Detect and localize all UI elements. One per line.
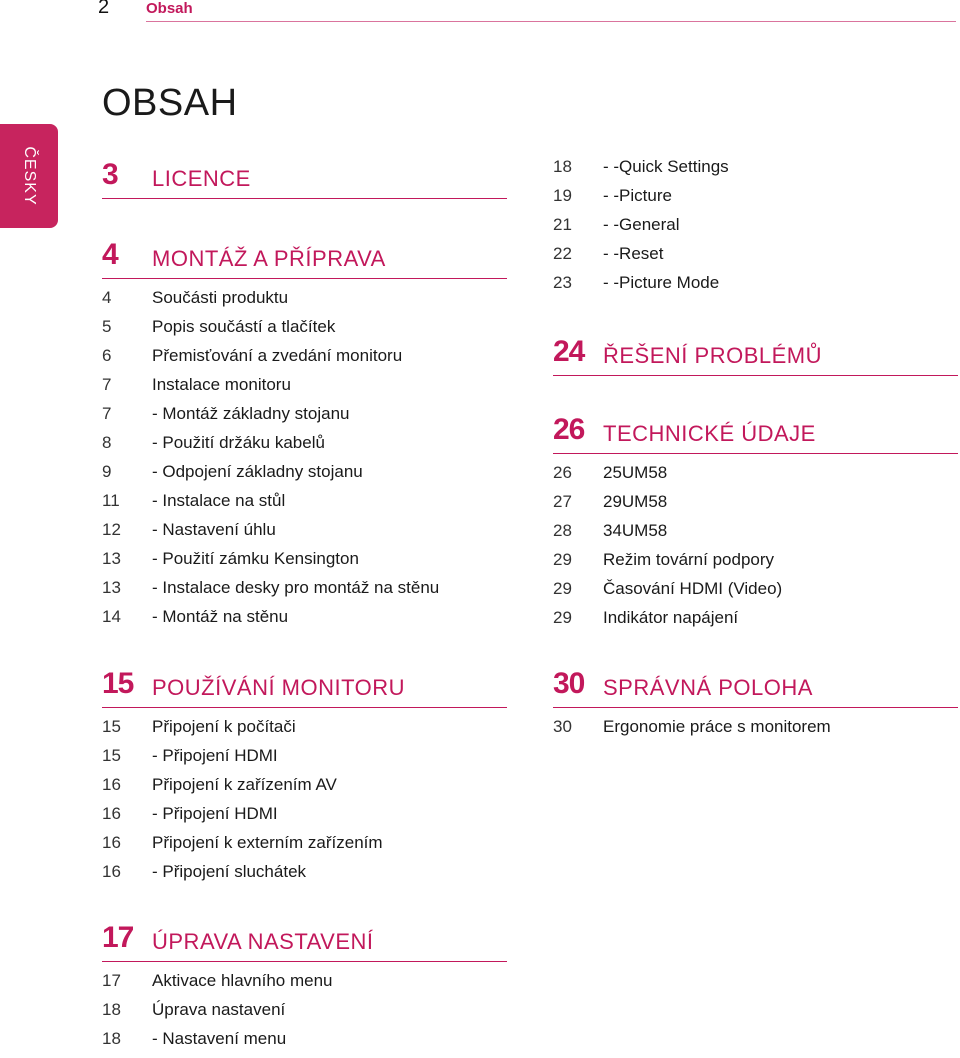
toc-entry-page: 15 [102, 717, 121, 736]
toc-entry[interactable] [102, 1000, 507, 1029]
toc-entry-page: 26 [553, 463, 572, 482]
section-page-number: 30 [553, 667, 585, 700]
toc-section-licence [102, 154, 507, 199]
toc-entry[interactable] [102, 462, 507, 491]
toc-entry-page: 16 [102, 833, 121, 852]
toc-entry[interactable] [102, 717, 507, 746]
section-page-number: 4 [102, 238, 118, 271]
toc-entry[interactable] [553, 273, 958, 302]
toc-section-montaz [102, 234, 507, 636]
toc-entry[interactable] [102, 746, 507, 775]
toc-entry-label: - Instalace desky pro montáž na stěnu [152, 578, 440, 597]
section-heading[interactable] [102, 663, 507, 708]
toc-entry[interactable] [102, 549, 507, 578]
toc-entry-label: - -Reset [603, 244, 664, 263]
toc-entry-label: - Nastavení úhlu [152, 520, 276, 539]
toc-entry-label: - Připojení sluchátek [152, 862, 307, 881]
toc-list [553, 157, 958, 302]
toc-entry-page: 19 [553, 186, 572, 205]
section-page-number: 3 [102, 158, 118, 191]
toc-entry[interactable] [102, 375, 507, 404]
toc-entry[interactable] [102, 433, 507, 462]
toc-entry-label: - Montáž základny stojanu [152, 404, 350, 423]
header-title: Obsah [146, 0, 193, 17]
section-title: POUŽÍVÁNÍ MONITORU [152, 675, 406, 700]
toc-entry-label: Časování HDMI (Video) [603, 579, 783, 598]
toc-entry-page: 12 [102, 520, 121, 539]
toc-entry[interactable] [553, 717, 958, 746]
toc-section-pouzivani [102, 663, 507, 891]
toc-entry-page: 6 [102, 346, 112, 365]
toc-entry[interactable] [553, 492, 958, 521]
toc-section-uprava [102, 917, 507, 1058]
toc-entry[interactable] [102, 288, 507, 317]
toc-entry[interactable] [102, 607, 507, 636]
toc-entry-page: 5 [102, 317, 112, 336]
toc-list [553, 463, 958, 637]
toc-entry-label: - Připojení HDMI [152, 746, 278, 765]
toc-entry-label: 25UM58 [603, 463, 668, 482]
language-tab-label: ČESKY [21, 146, 38, 206]
section-heading[interactable] [102, 234, 507, 279]
toc-entry-page: 21 [553, 215, 572, 234]
toc-section-reseni [553, 331, 958, 376]
toc-entry[interactable] [553, 215, 958, 244]
toc-entry-page: 13 [102, 549, 121, 568]
toc-section-technicke [553, 409, 958, 637]
toc-continuation [553, 157, 958, 302]
toc-entry-label: Režim tovární podpory [603, 550, 775, 569]
toc-entry-label: - Montáž na stěnu [152, 607, 289, 626]
toc-entry-label: Ergonomie práce s monitorem [603, 717, 831, 736]
section-page-number: 24 [553, 335, 585, 368]
toc-entry[interactable] [553, 186, 958, 215]
section-heading[interactable] [102, 154, 507, 199]
section-heading[interactable] [553, 663, 958, 708]
toc-entry[interactable] [553, 463, 958, 492]
toc-entry-page: 15 [102, 746, 121, 765]
toc-entry[interactable] [553, 521, 958, 550]
toc-entry-page: 22 [553, 244, 572, 263]
section-title: TECHNICKÉ ÚDAJE [603, 421, 816, 446]
section-title: MONTÁŽ A PŘÍPRAVA [152, 246, 386, 271]
section-title: ÚPRAVA NASTAVENÍ [152, 929, 374, 954]
section-page-number: 26 [553, 413, 585, 446]
toc-entry-label: Připojení k zařízením AV [152, 775, 337, 794]
section-title: ŘEŠENÍ PROBLÉMŮ [603, 343, 822, 368]
toc-list [102, 717, 507, 891]
toc-entry[interactable] [102, 346, 507, 375]
toc-entry[interactable] [553, 550, 958, 579]
header-divider [146, 21, 956, 22]
toc-entry-page: 7 [102, 404, 112, 423]
toc-entry-label: Popis součástí a tlačítek [152, 317, 336, 336]
toc-entry-page: 4 [102, 288, 112, 307]
toc-entry-label: - Použití zámku Kensington [152, 549, 359, 568]
toc-entry[interactable] [553, 157, 958, 186]
toc-entry-label: Indikátor napájení [603, 608, 739, 627]
toc-entry-page: 18 [553, 157, 572, 176]
page-number: 2 [98, 0, 110, 18]
toc-entry-page: 17 [102, 971, 121, 990]
toc-entry[interactable] [102, 520, 507, 549]
toc-entry[interactable] [102, 804, 507, 833]
toc-entry-page: 18 [102, 1029, 121, 1048]
toc-entry-label: Úprava nastavení [152, 1000, 286, 1019]
toc-entry-page: 30 [553, 717, 572, 736]
section-title: SPRÁVNÁ POLOHA [603, 675, 813, 700]
toc-entry-page: 23 [553, 273, 572, 292]
toc-entry-page: 7 [102, 375, 112, 394]
toc-entry-label: 34UM58 [603, 521, 668, 540]
toc-entry[interactable] [102, 404, 507, 433]
toc-list [102, 288, 507, 636]
section-heading[interactable] [553, 409, 958, 454]
toc-entry-label: Aktivace hlavního menu [152, 971, 333, 990]
toc-entry[interactable] [102, 491, 507, 520]
toc-entry-page: 18 [102, 1000, 121, 1019]
toc-entry[interactable] [102, 775, 507, 804]
toc-entry[interactable] [102, 971, 507, 1000]
toc-entry[interactable] [102, 833, 507, 862]
toc-entry-page: 16 [102, 804, 121, 823]
toc-entry-page: 29 [553, 550, 572, 569]
toc-entry[interactable] [553, 579, 958, 608]
toc-list [553, 717, 958, 746]
toc-entry-page: 16 [102, 775, 121, 794]
toc-entry-label: - -General [603, 215, 680, 234]
section-heading[interactable] [553, 331, 958, 376]
toc-entry[interactable] [102, 578, 507, 607]
toc-entry-page: 29 [553, 579, 572, 598]
toc-entry-label: - Odpojení základny stojanu [152, 462, 363, 481]
toc-entry[interactable] [102, 317, 507, 346]
toc-entry-label: Připojení k počítači [152, 717, 296, 736]
toc-entry-label: Instalace monitoru [152, 375, 291, 394]
toc-entry-page: 29 [553, 608, 572, 627]
toc-entry-label: Součásti produktu [152, 288, 289, 307]
toc-entry-page: 27 [553, 492, 572, 511]
toc-entry-label: - -Quick Settings [603, 157, 729, 176]
language-tab [0, 124, 58, 228]
toc-entry-page: 14 [102, 607, 121, 626]
section-title: LICENCE [152, 166, 251, 191]
toc-entry[interactable] [553, 244, 958, 273]
toc-entry-page: 8 [102, 433, 112, 452]
section-heading[interactable] [102, 917, 507, 962]
toc-entry-label: - Připojení HDMI [152, 804, 278, 823]
toc-entry-label: - -Picture Mode [603, 273, 720, 292]
toc-entry-label: - Použití držáku kabelů [152, 433, 325, 452]
page-title: OBSAH [102, 82, 238, 124]
toc-entry-page: 13 [102, 578, 121, 597]
toc-entry[interactable] [102, 862, 507, 891]
toc-entry-page: 11 [102, 491, 120, 510]
toc-entry-label: - -Picture [603, 186, 672, 205]
toc-entry-page: 16 [102, 862, 121, 881]
toc-list [102, 971, 507, 1058]
toc-entry-label: Přemisťování a zvedání monitoru [152, 346, 403, 365]
page-header [0, 0, 960, 22]
toc-entry-label: - Nastavení menu [152, 1029, 287, 1048]
toc-entry[interactable] [102, 1029, 507, 1058]
section-page-number: 17 [102, 921, 134, 954]
toc-entry-label: 29UM58 [603, 492, 668, 511]
toc-entry-label: Připojení k externím zařízením [152, 833, 383, 852]
toc-entry-label: - Instalace na stůl [152, 491, 286, 510]
section-page-number: 15 [102, 667, 134, 700]
toc-entry-page: 9 [102, 462, 112, 481]
toc-entry[interactable] [553, 608, 958, 637]
toc-section-spravna [553, 663, 958, 746]
toc-entry-page: 28 [553, 521, 572, 540]
